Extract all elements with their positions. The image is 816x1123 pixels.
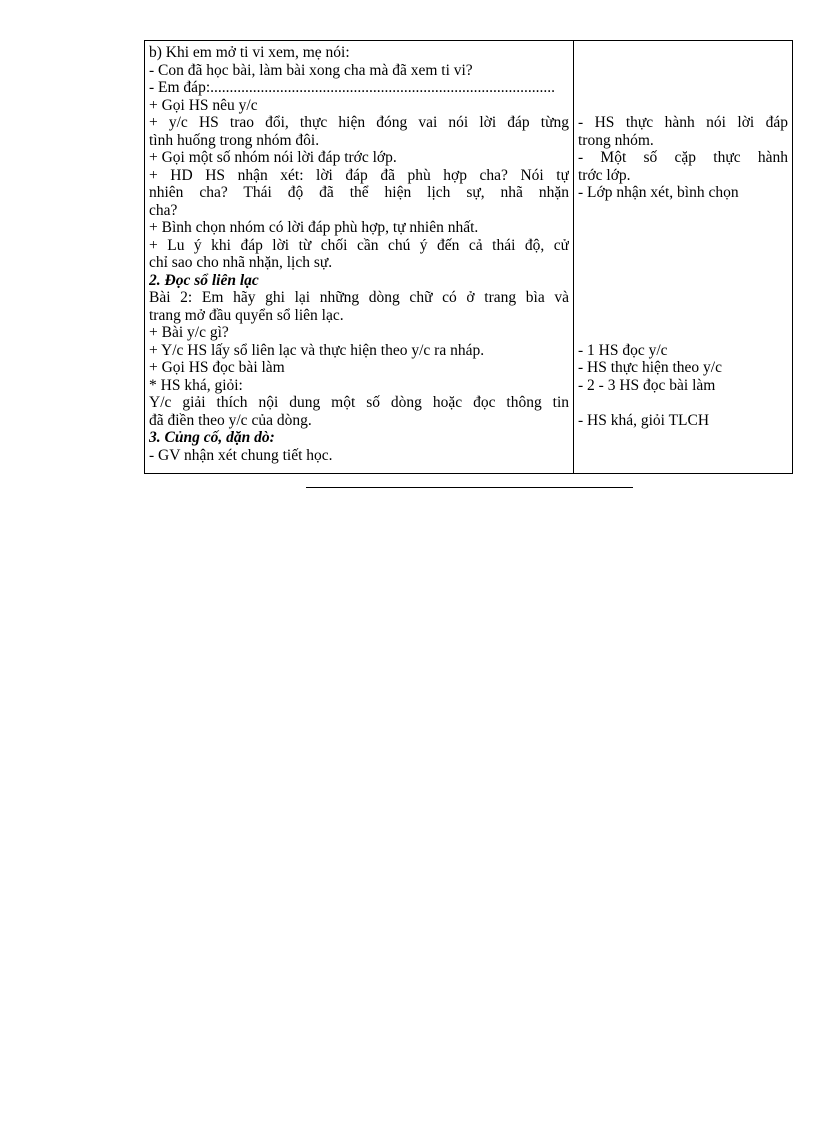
empty-line [578,324,788,342]
text-line: + Lu ý khi đáp lời từ chối cần chú ý đến cả thái độ, cử [149,236,569,254]
empty-line [578,62,788,80]
empty-line [578,272,788,290]
text-line: trong nhóm. [578,131,654,149]
empty-line [578,394,788,412]
empty-line [578,447,788,465]
section-heading: 2. Đọc sổ liên lạc [149,271,259,289]
text-line: Y/c giải thích nội dung một số dòng hoặc đọc thông tin [149,394,569,411]
empty-line [578,254,788,272]
empty-line [578,202,788,220]
text-line: - 1 HS đọc y/c [578,341,668,359]
text-line: trang mở đầu quyển sổ liên lạc. [149,306,344,324]
empty-line [578,289,788,307]
text-line: - HS thực hành nói lời đáp [578,114,788,131]
text-line: + y/c HS trao đổi, thực hiện đóng vai nói lời đáp từng [149,114,569,131]
text-line: cha? [149,201,178,219]
section-heading: 3. Củng cố, dặn dò: [149,429,275,446]
text-line: + Bài y/c gì? [149,324,229,341]
text-line: - Lớp nhận xét, bình chọn [578,184,739,201]
text-line: + HD HS nhận xét: lời đáp đã phù hợp cha? Nói tự [149,166,569,184]
empty-line [578,237,788,255]
text-line: - Một số cặp thực hành [578,149,788,166]
text-line: - HS thực hiện theo y/c [578,359,722,376]
empty-line [578,97,788,115]
text-line: * HS khá, giỏi: [149,376,243,394]
empty-line [578,429,788,447]
empty-line [578,219,788,237]
text-line: - Con đã học bài, làm bài xong cha mà đã xem ti vi? [149,61,473,79]
text-line: - Em đáp:......................................................................................... [149,79,555,96]
text-line: trớc lớp. [578,166,631,184]
text-line: + Y/c HS lấy sổ liên lạc và thực hiện theo y/c ra nháp. [149,341,485,359]
lesson-table [144,40,793,474]
text-line: Bài 2: Em hãy ghi lại những dòng chữ có ở trang bìa và [149,289,569,306]
student-activities-column [574,41,792,473]
text-line: + Bình chọn nhóm có lời đáp phù hợp, tự nhiên nhất. [149,219,479,236]
text-line: + Gọi một số nhóm nói lời đáp trớc lớp. [149,149,397,166]
empty-line [578,44,788,62]
end-separator-line [306,487,633,488]
text-line: chỉ sao cho nhã nhặn, lịch sự. [149,254,333,271]
text-line: - 2 - 3 HS đọc bài làm [578,376,716,394]
text-line: - HS khá, giỏi TLCH [578,411,710,429]
text-line: tình huống trong nhóm đôi. [149,131,320,149]
text-line: đã điền theo y/c của dòng. [149,411,312,429]
teacher-activities-column [145,41,574,473]
empty-line [578,79,788,97]
text-line: nhiên cha? Thái độ đã thể hiện lịch sự, nhã nhặn [149,184,569,201]
text-line: + Gọi HS đọc bài làm [149,359,285,376]
text-line: - GV nhận xét chung tiết học. [149,446,333,464]
text-line: b) Khi em mở ti vi xem, mẹ nói: [149,44,350,61]
text-line: + Gọi HS nêu y/c [149,96,258,114]
empty-line [578,307,788,325]
